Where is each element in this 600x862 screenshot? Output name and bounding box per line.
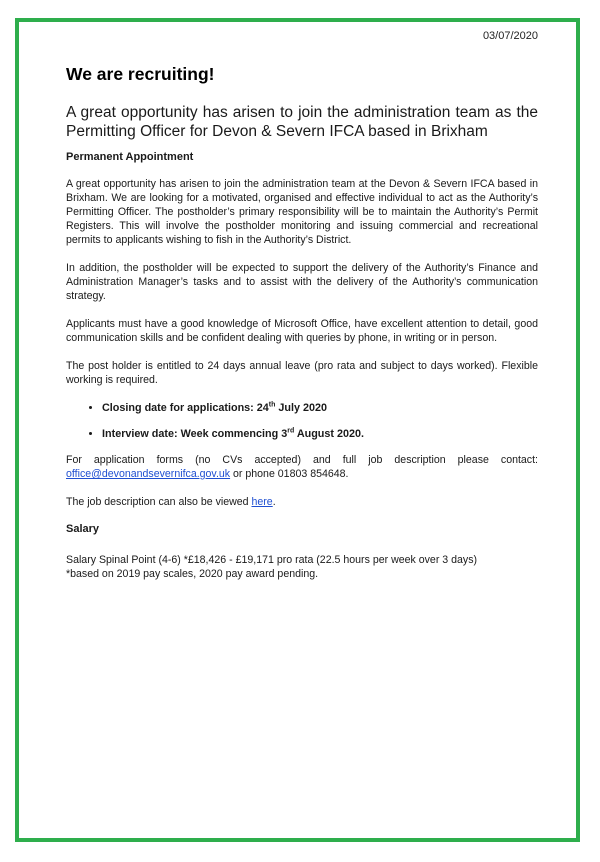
contact-email-link[interactable]: office@devonandsevernifca.gov.uk [66, 468, 231, 480]
closing-date-suffix: th [268, 401, 276, 409]
interview-date-suffix: rd [287, 427, 295, 435]
paragraph-intro: A great opportunity has arisen to join the administration team at the Devon & Severn IFCA based in Brixham. We are looking for a motivated, organised and effective individual to act as the Authority’s Permitting Officer. The postholder’s primary responsibility will be to maintain the Authority’s Permit Registers. This will involve the postholder monitoring and issuing commercial and recreational permits to applicants wishing to fish in the Authority’s District. [66, 178, 538, 246]
key-dates-list [66, 401, 538, 441]
paragraph-additional-duties: In addition, the postholder will be expected to support the delivery of the Authority’s Finance and Administration Manager’s tasks and to assist with the delivery of the Authority’s communication strategy. [66, 262, 538, 302]
job-description-paragraph [66, 495, 538, 509]
document-date: 03/07/2020 [482, 30, 538, 42]
interview-date-item [102, 427, 538, 441]
job-description-link[interactable]: here [251, 496, 273, 508]
paragraph-leave: The post holder is entitled to 24 days annual leave (pro rata and subject to days worked). Flexible working is required. [66, 360, 538, 386]
closing-date-label: Closing date for applications: 24 [102, 402, 269, 414]
interview-date-label: Interview date: Week commencing 3 [102, 428, 288, 440]
job-description-text: The job description can also be viewed [66, 496, 252, 508]
interview-date-rest: August 2020. [294, 428, 365, 440]
contact-phone-text: or phone 01803 854648. [230, 468, 349, 480]
document-content [66, 64, 538, 581]
salary-details: Salary Spinal Point (4-6) *£18,426 - £19,171 pro rata (22.5 hours per week over 3 days) [66, 554, 478, 566]
appointment-type: Permanent Appointment [66, 151, 194, 163]
job-description-end: . [272, 496, 276, 508]
closing-date-rest: July 2020 [275, 402, 328, 414]
subheadline: A great opportunity has arisen to join the administration team as the Permitting Officer for Devon & Severn IFCA based in Brixham [66, 104, 538, 140]
salary-heading: Salary [66, 523, 100, 535]
headline: We are recruiting! [66, 64, 215, 84]
paragraph-requirements: Applicants must have a good knowledge of Microsoft Office, have excellent attention to detail, good communication skills and be confident dealing with queries by phone, in writing or in person. [66, 318, 538, 344]
closing-date-item [102, 401, 538, 415]
salary-note: *based on 2019 pay scales, 2020 pay award pending. [66, 568, 319, 580]
contact-paragraph [66, 453, 538, 481]
contact-text: For application forms (no CVs accepted) and full job description please contact: [66, 454, 538, 466]
